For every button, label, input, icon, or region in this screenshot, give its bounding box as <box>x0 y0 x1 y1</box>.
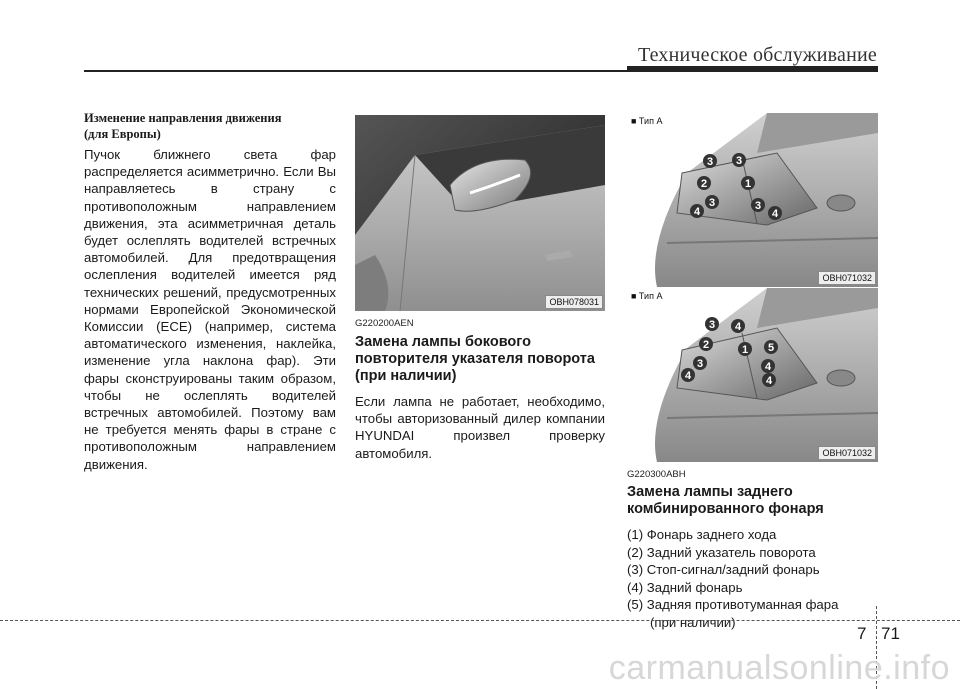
rear-lamp-image-1 <box>627 113 878 287</box>
callout-3: 3 <box>708 319 716 331</box>
callout-4: 4 <box>771 208 779 220</box>
callout-3: 3 <box>708 197 716 209</box>
callout-3: 3 <box>706 156 714 168</box>
callout-2: 2 <box>702 339 710 351</box>
watermark: carmanualsonline.info <box>608 649 950 687</box>
image-code: OBH078031 <box>545 295 603 309</box>
callout-1: 1 <box>744 178 752 190</box>
callout-3: 3 <box>735 155 743 167</box>
callout-4: 4 <box>765 375 773 387</box>
callout-3: 3 <box>754 200 762 212</box>
callout-4: 4 <box>734 321 742 333</box>
image-code: OBH071032 <box>818 446 876 460</box>
section-heading <box>84 110 336 142</box>
callout-3: 3 <box>696 358 704 370</box>
list-item: (при наличии) <box>650 614 736 630</box>
side-mirror-illustration <box>355 115 605 311</box>
rear-lamp-section <box>627 484 878 631</box>
lamp-list <box>627 526 878 631</box>
callout-1: 1 <box>741 344 749 356</box>
section-body: Если лампа не работает, необходимо, чтобы авторизованный дилер компании HYUNDAI произвел проверку автомобиля. <box>355 394 605 461</box>
callout-4: 4 <box>684 370 692 382</box>
side-mirror-image <box>355 115 605 311</box>
rear-lamp-image-2 <box>627 288 878 462</box>
list-item: (5) Задняя противотуманная фара <box>627 597 839 612</box>
heading-line-2: (для Европы) <box>84 127 161 141</box>
column-direction-change <box>84 110 336 473</box>
footer-rule <box>0 620 960 621</box>
page-number: 71 <box>881 624 900 643</box>
type-label: ■ Тип A <box>631 291 663 301</box>
header-rule <box>84 70 878 72</box>
section-code: G220300ABH <box>627 469 686 480</box>
running-header-title: Техническое обслуживание <box>637 44 877 66</box>
section-title: Замена лампы бокового повторителя указателя поворота (при наличии) <box>355 334 595 384</box>
callout-2: 2 <box>700 178 708 190</box>
rear-lamp-illustration-1 <box>627 113 878 287</box>
type-label: ■ Тип A <box>631 116 663 126</box>
image-code: OBH071032 <box>818 271 876 285</box>
section-body: Пучок ближнего света фар распределяется асимметрично. Если Вы направляетесь в страну с противоположным направлением движения, эта асимметричная деталь будет ослеплять водителей встречных автомобилей. Для предотвращения ослепления водителей имеется ряд технических решений, предусмотренных нормами Европейской Экономической Комиссии (ЕСЕ) (например, система автоматического изменения, наклейка, изменение угла наклона фар). Эти фары сконструированы таким образом, чтобы не ослеплять водителей встречных автомобилей. Поэтому вам не требуется менять фары в стране с противоположным направлением движения. <box>84 147 336 472</box>
callout-4: 4 <box>764 361 772 373</box>
rear-lamp-illustration-2 <box>627 288 878 462</box>
list-item: (2) Задний указатель поворота <box>627 544 816 560</box>
section-title: Замена лампы заднего комбинированного фонаря <box>627 484 824 517</box>
chapter-number: 7 <box>857 624 867 643</box>
callout-4: 4 <box>693 206 701 218</box>
callout-5: 5 <box>767 342 775 354</box>
heading-line-1: Изменение направления движения <box>84 111 282 125</box>
side-repeater-section <box>355 334 605 462</box>
list-item: (4) Задний фонарь <box>627 579 743 595</box>
section-code: G220200AEN <box>355 318 414 329</box>
list-item: (3) Стоп-сигнал/задний фонарь <box>627 562 820 577</box>
list-item: (1) Фонарь заднего хода <box>627 527 777 542</box>
